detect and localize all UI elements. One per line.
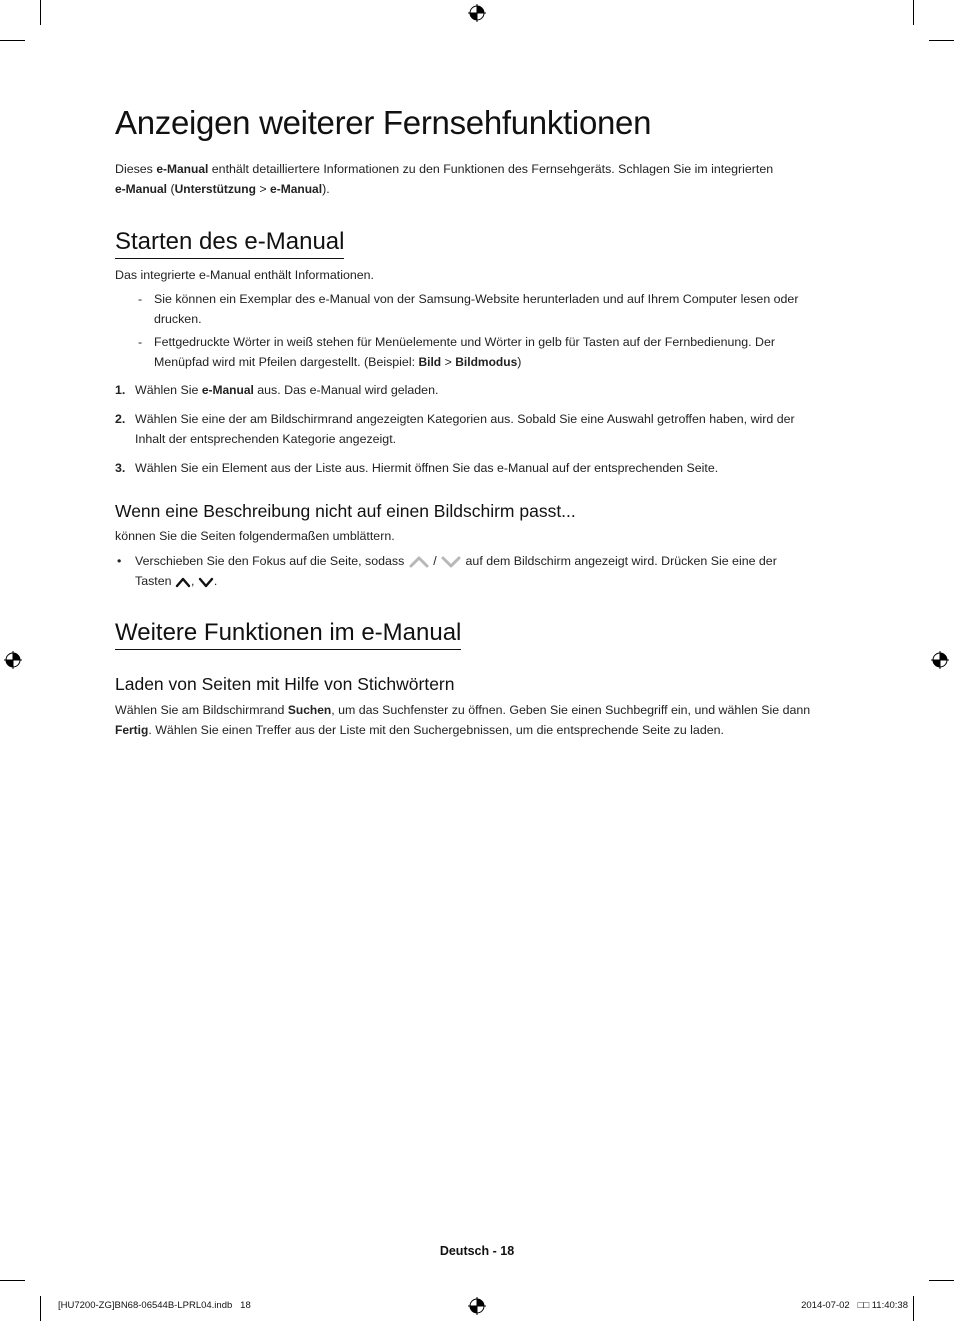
section-lead: Das integrierte e-Manual enthält Informationen. xyxy=(115,268,374,282)
crop-mark xyxy=(913,1296,914,1321)
bullet-marker: • xyxy=(117,554,122,568)
menu-term: e-Manual xyxy=(201,383,254,397)
note-marker: - xyxy=(138,292,143,306)
down-button-icon xyxy=(198,576,214,588)
note-item: Sie können ein Exemplar des e-Manual von der Samsung-Website herunterladen und auf Ihrem Computer lesen oder drucken. xyxy=(154,292,799,326)
subsection-paragraph: Wählen Sie am Bildschirmrand Suchen, um das Suchfenster zu öffnen. Geben Sie einen Suchbegriff ein, und wählen Sie dann Fertig. Wählen Sie einen Treffer aus der Liste mit den Suchergebnissen, um die entsprechende Seite zu laden. xyxy=(115,703,811,737)
crop-mark xyxy=(929,1280,954,1281)
step-text: Wählen Sie e-Manual aus. Das e-Manual wird geladen. xyxy=(135,383,439,397)
page-number: Deutsch - 18 xyxy=(439,1244,515,1258)
step-number: 3. xyxy=(115,461,126,475)
registration-mark-icon xyxy=(4,651,22,669)
crop-mark xyxy=(913,0,914,25)
step-text: Wählen Sie eine der am Bildschirmrand angezeigten Kategorien aus. Sobald Sie eine Auswahl getroffen haben, wird der Inhalt der entsprechenden Kategorie angezeigt. xyxy=(135,412,795,446)
page-title: Anzeigen weiterer Fernsehfunktionen xyxy=(115,104,652,141)
menu-term: Fertig xyxy=(115,723,149,737)
scroll-down-arrow-icon xyxy=(440,555,462,569)
step-number: 2. xyxy=(115,412,126,426)
intro-paragraph: Dieses e-Manual enthält detailliertere Informationen zu den Funktionen des Fernsehgeräts. Schlagen Sie im integrierten e-Manual (Unterstützung > e-Manual). xyxy=(115,162,774,196)
crop-mark xyxy=(929,40,954,41)
menu-term: e-Manual xyxy=(270,182,323,196)
subsection-heading-umblaettern: Wenn eine Beschreibung nicht auf einen Bildschirm passt... xyxy=(115,501,576,521)
menu-term: Suchen xyxy=(287,703,332,717)
menu-term: Unterstützung xyxy=(174,182,256,196)
registration-mark-icon xyxy=(468,1297,486,1315)
print-slug-file: [HU7200-ZG]BN68-06544B-LPRL04.indb 18 xyxy=(58,1300,251,1311)
subsection-lead: können Sie die Seiten folgendermaßen umblättern. xyxy=(115,529,395,543)
crop-mark xyxy=(0,40,25,41)
registration-mark-icon xyxy=(468,4,486,22)
crop-mark xyxy=(40,1296,41,1321)
section-heading-weitere: Weitere Funktionen im e-Manual xyxy=(115,618,461,650)
section-heading-starten: Starten des e-Manual xyxy=(115,227,344,259)
note-marker: - xyxy=(138,335,143,349)
subsection-heading-stichwoerter: Laden von Seiten mit Hilfe von Stichwörtern xyxy=(115,674,455,694)
bullet-item: Verschieben Sie den Fokus auf die Seite, sodass / auf dem Bildschirm angezeigt wird. Drücken Sie eine der Tasten , . xyxy=(135,554,777,588)
menu-term: e-Manual xyxy=(115,182,168,196)
crop-mark xyxy=(40,0,41,25)
note-item: Fettgedruckte Wörter in weiß stehen für Menüelemente und Wörter in gelb für Tasten auf der Fernbedienung. Der Menüpfad wird mit Pfeilen dargestellt. (Beispiel: Bild > Bildmodus) xyxy=(154,335,776,369)
registration-mark-icon xyxy=(931,651,949,669)
step-text: Wählen Sie ein Element aus der Liste aus. Hiermit öffnen Sie das e-Manual auf der entsprechenden Seite. xyxy=(135,461,719,475)
menu-term: Bild xyxy=(418,355,442,369)
menu-term: e-Manual xyxy=(156,162,209,176)
scroll-up-arrow-icon xyxy=(408,555,430,569)
step-number: 1. xyxy=(115,383,126,397)
print-slug-datetime: 2014-07-02 □□ 11:40:38 xyxy=(801,1300,908,1311)
menu-term: Bildmodus xyxy=(455,355,518,369)
crop-mark xyxy=(0,1280,25,1281)
up-button-icon xyxy=(175,576,191,588)
